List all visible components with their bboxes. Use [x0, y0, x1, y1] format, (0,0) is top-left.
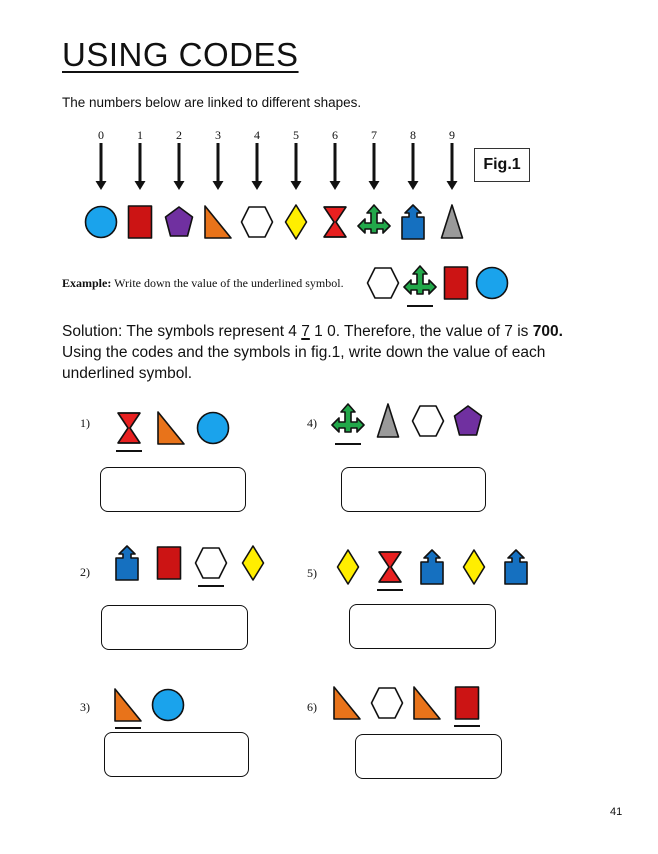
right-triangle-icon: [203, 203, 233, 246]
code-digit: 5: [293, 128, 299, 142]
rectangle-icon: [443, 264, 469, 307]
code-digit: 6: [332, 128, 338, 142]
tri-arrow-icon: [331, 402, 365, 445]
circle-icon: [151, 686, 185, 729]
right-triangle-icon: [332, 684, 362, 727]
down-arrow-icon: [328, 143, 342, 191]
solution-mid: 1 0. Therefore, the value of 7 is: [309, 323, 533, 340]
arrow-box-icon: [418, 548, 446, 591]
circle-icon: [84, 203, 118, 246]
right-triangle-icon: [113, 686, 143, 729]
page-number: 41: [610, 806, 623, 818]
arrow-box-icon: [502, 548, 530, 591]
solution-instruction: Using the codes and the symbols in fig.1, write down the value of each underlined symbol.: [62, 344, 546, 382]
page-title: USING CODES: [62, 36, 299, 73]
code-digit: 7: [371, 128, 377, 142]
diamond-icon: [241, 544, 265, 587]
right-triangle-icon: [412, 684, 442, 727]
symbol-underline: [377, 589, 403, 591]
example-line: [62, 276, 344, 291]
hexagon-icon: [240, 203, 274, 246]
answer-box[interactable]: [341, 467, 486, 512]
rectangle-icon: [454, 684, 480, 727]
diamond-icon: [462, 548, 486, 591]
rectangle-icon: [127, 203, 153, 246]
question-number: 5): [307, 566, 317, 580]
code-digit: 1: [137, 128, 143, 142]
code-digit: 9: [449, 128, 455, 142]
answer-box[interactable]: [349, 604, 496, 649]
down-arrow-icon: [172, 143, 186, 191]
question-number: 4): [307, 416, 317, 430]
pentagon-icon: [164, 203, 194, 246]
code-digit: 0: [98, 128, 104, 142]
down-arrow-icon: [211, 143, 225, 191]
down-arrow-icon: [289, 143, 303, 191]
answer-box[interactable]: [100, 467, 246, 512]
diamond-icon: [284, 203, 308, 246]
down-arrow-icon: [367, 143, 381, 191]
question-number: 1): [80, 416, 90, 430]
hourglass-icon: [322, 203, 348, 246]
down-arrow-icon: [250, 143, 264, 191]
code-digit: 4: [254, 128, 260, 142]
solution-underlined-digit: 7: [301, 323, 310, 340]
answer-box[interactable]: [355, 734, 502, 779]
down-arrow-icon: [406, 143, 420, 191]
hourglass-icon: [116, 409, 142, 452]
diamond-icon: [336, 548, 360, 591]
question-number: 3): [80, 700, 90, 714]
tri-arrow-icon: [357, 203, 391, 246]
question-number: 2): [80, 565, 90, 579]
symbol-underline: [116, 450, 142, 452]
rectangle-icon: [156, 544, 182, 587]
down-arrow-icon: [94, 143, 108, 191]
right-triangle-icon: [156, 409, 186, 452]
tri-arrow-icon: [403, 264, 437, 307]
example-label: Example:: [62, 276, 112, 290]
symbol-underline: [198, 585, 224, 587]
solution-text: [62, 321, 602, 384]
down-arrow-icon: [133, 143, 147, 191]
symbol-underline: [454, 725, 480, 727]
code-digit: 2: [176, 128, 182, 142]
figure-label: Fig.1: [474, 148, 530, 182]
hexagon-icon: [366, 264, 400, 307]
solution-answer: 700.: [532, 323, 563, 340]
down-arrow-icon: [445, 143, 459, 191]
question-number: 6): [307, 700, 317, 714]
hexagon-icon: [411, 402, 445, 445]
hourglass-icon: [377, 548, 403, 591]
symbol-underline: [115, 727, 141, 729]
code-digit: 8: [410, 128, 416, 142]
circle-icon: [475, 264, 509, 307]
isosceles-triangle-icon: [376, 402, 400, 445]
answer-box[interactable]: [104, 732, 249, 777]
arrow-box-icon: [399, 203, 427, 246]
code-digit: 3: [215, 128, 221, 142]
intro-text: The numbers below are linked to different shapes.: [62, 95, 362, 110]
arrow-box-icon: [113, 544, 141, 587]
hexagon-icon: [370, 684, 404, 727]
symbol-underline: [407, 305, 433, 307]
example-text: Write down the value of the underlined symbol.: [114, 276, 344, 290]
circle-icon: [196, 409, 230, 452]
pentagon-icon: [453, 402, 483, 445]
symbol-underline: [335, 443, 361, 445]
answer-box[interactable]: [101, 605, 248, 650]
isosceles-triangle-icon: [440, 203, 464, 246]
hexagon-icon: [194, 544, 228, 587]
solution-prefix: Solution: The symbols represent 4: [62, 323, 302, 340]
